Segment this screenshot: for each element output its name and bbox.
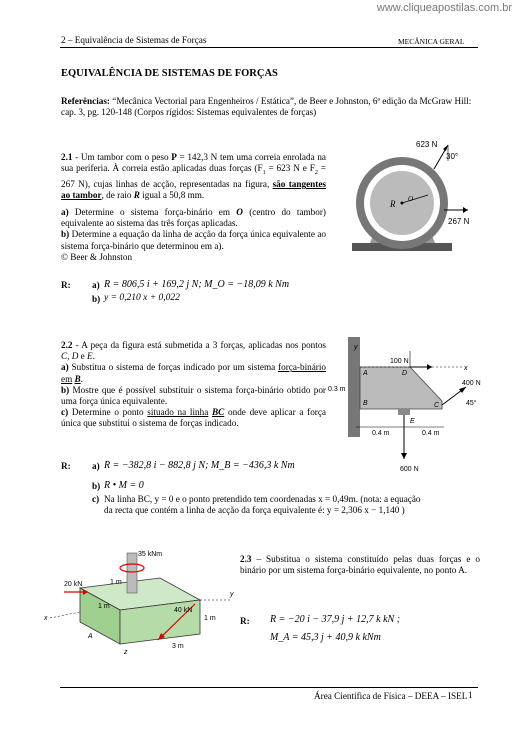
dim-1c: 1 m <box>204 615 216 622</box>
answer-a-label: a) <box>92 461 100 471</box>
answer-c-label: c) <box>92 494 100 504</box>
point-e: E <box>410 418 415 425</box>
force-100: 100 N <box>390 358 409 365</box>
label-a: a) <box>61 362 69 373</box>
angle-45: 45° <box>466 400 477 407</box>
references-text: “Mecânica Vectorial para Engenheiros / Estática”, de Beer e Johnston, 6ª edição da McGraw Hill: cap. 3, pg. 120-148 (Corpos rígidos: Sistemas equivalentes de forças) <box>61 96 472 118</box>
problem-number: 2.1 <box>61 152 73 162</box>
references <box>61 96 481 118</box>
dim-3: 3 m <box>172 643 184 650</box>
force-623: 623 N <box>416 140 438 149</box>
dim-1a: 1 m <box>110 579 122 586</box>
text: – Substitua o sistema constituído pelas duas forças e o binário por um sistema força-binário equivalente, no ponto A. <box>240 554 480 576</box>
text: - Um tambor com o peso <box>72 152 172 162</box>
text: e <box>78 351 88 362</box>
credit: © Beer & Johnston <box>61 251 133 262</box>
references-label: Referências: <box>61 96 110 106</box>
axis-y: y <box>354 344 358 351</box>
text: E <box>87 351 93 362</box>
drum-figure <box>330 135 480 260</box>
point-d: D <box>402 370 408 377</box>
label-a: a) <box>61 207 69 217</box>
answer-c: Na linha BC, y = 0 e o ponto pretendido tem coordenadas x = 0,49m. (nota: a equação da recta que contém a linha de acção da força equivalente é: y = 2,306 x − 1,140 ) <box>104 494 421 516</box>
text: = 623 N e F <box>265 163 315 174</box>
label-o: O <box>408 195 414 203</box>
force-267: 267 N <box>448 217 470 226</box>
answer-b-label: b) <box>92 481 101 491</box>
label-b: b) <box>61 384 70 395</box>
axis-x: x <box>44 615 48 622</box>
force-400: 400 N <box>462 380 481 387</box>
problem-2-3-text <box>240 554 480 576</box>
axis-z: z <box>124 649 128 656</box>
answer-b-label: b) <box>92 294 101 304</box>
dim-04b: 0.4 m <box>422 430 440 437</box>
text: força-binário em <box>61 362 326 384</box>
point-a: A <box>363 370 368 377</box>
force-40: 40 kN <box>174 607 193 614</box>
answer-2: M_A = 45,3 j + 40,9 k kNm <box>270 632 381 643</box>
answer-a: R = −382,8 i − 882,8 j N; M_B = −436,3 k Nm <box>104 460 295 471</box>
text: - A peça da figura está submetida a 3 forças, aplicadas nos pontos <box>72 340 326 350</box>
text: B <box>74 373 81 384</box>
answer-label: R: <box>61 461 71 471</box>
dim-1b: 1 m <box>98 603 110 610</box>
text: Determine o ponto <box>68 407 148 418</box>
answer-label: R: <box>61 280 71 290</box>
text-o: O <box>236 207 243 217</box>
problem-number: 2.2 <box>61 340 73 350</box>
footer-rule <box>60 687 478 688</box>
text: = 267 N), cujas linhas de acção, representadas na figura, <box>61 163 326 190</box>
text: (centro do tambor) equivalente ao sistema das três forças aplicadas. <box>61 207 326 229</box>
text-r: R <box>133 190 140 201</box>
moment-35: 35 kNm <box>138 551 163 558</box>
answer-b: R • M = 0 <box>104 480 144 491</box>
axis-x: x <box>464 365 468 372</box>
block-figure <box>40 548 240 658</box>
bracket-figure <box>326 337 486 477</box>
problem-number: 2.3 <box>240 554 252 564</box>
text: igual a 50,8 mm. <box>139 190 205 201</box>
label-c: c) <box>61 407 69 418</box>
text: Determine a equação da linha de acção da força única equivalente ao sistema força-binário que determinou em a). <box>61 229 326 251</box>
dim-03: 0.3 m <box>328 386 346 393</box>
text: C, D <box>61 351 79 362</box>
text: Mostre que é possível substituir o sistema força-binário obtido por uma força única equivalente. <box>61 384 326 407</box>
answer-1: R = −20 i − 37,9 j + 12,7 k kN ; <box>270 614 401 625</box>
header-right: MECÂNICA GERAL <box>398 37 465 46</box>
axis-y: y <box>230 591 234 598</box>
force-20: 20 kN <box>64 581 83 588</box>
text: situado na linha <box>147 407 209 418</box>
answer-label: R: <box>240 616 250 626</box>
dim-04a: 0.4 m <box>372 430 390 437</box>
text: onde deve aplicar a força única que substitui o sistema de forças indicado. <box>61 407 327 429</box>
text: = 142,3 N tem uma correia enrolada na sua periferia. À correia estão aplicadas duas forças (F <box>61 152 326 174</box>
page-number: 1 <box>468 690 473 700</box>
angle-30: 30° <box>446 152 459 161</box>
text: , de raio <box>101 190 134 201</box>
label-b: b) <box>61 229 70 240</box>
point-b: B <box>363 400 368 407</box>
watermark: www.cliqueapostilas.com.br <box>376 2 512 14</box>
page-title: EQUIVALÊNCIA DE SISTEMAS DE FORÇAS <box>61 68 278 79</box>
point-c: C <box>434 402 440 409</box>
text-tangent: são tangentes ao tambor <box>61 179 326 201</box>
problem-2-2-text: 2.2 - A peça da figura está submetida a 3 forças, aplicadas nos pontos C, D e E. a) Substitua o sistema de forças indicado por um sistema força-binário em B. b) Mostre que é possível substituir o sistema força-binário obtido por uma força única equivalente. c) Determine o ponto situado na linha BC onde deve aplicar a força única que substitui o sistema de forças indicado. <box>61 340 327 429</box>
force-600: 600 N <box>400 466 419 473</box>
text: Determine o sistema força-binário em <box>68 207 237 217</box>
footer-text: Área Científica de Física – DEEA – ISEL <box>314 691 468 701</box>
header-rule <box>60 47 478 48</box>
problem-2-1-questions <box>61 207 326 263</box>
text: Substitua o sistema de forças indicado por um sistema <box>68 362 279 373</box>
answer-a-label: a) <box>92 280 100 290</box>
answer-a: R = 806,5 i + 169,2 j N; M_O = −18,09 k Nm <box>104 279 290 290</box>
text-p: P <box>171 152 177 162</box>
point-a: A <box>88 633 93 640</box>
answer-b: y = 0,210 x + 0,022 <box>104 293 180 303</box>
label-r: R <box>390 199 396 209</box>
header-left: 2 – Equivalência de Sistemas de Forças <box>61 35 207 45</box>
problem-2-1-text: 2.1 - Um tambor com o peso P = 142,3 N tem uma correia enrolada na sua periferia. À correia estão aplicadas duas forças ($F_1 = 623$ N e $F_2 = 267$ N), cujas linhas de acção, representadas na figura, são tangentes ao tambor, de raio R igual a 50,8 mm. <box>61 152 326 201</box>
text: BC <box>212 407 225 418</box>
